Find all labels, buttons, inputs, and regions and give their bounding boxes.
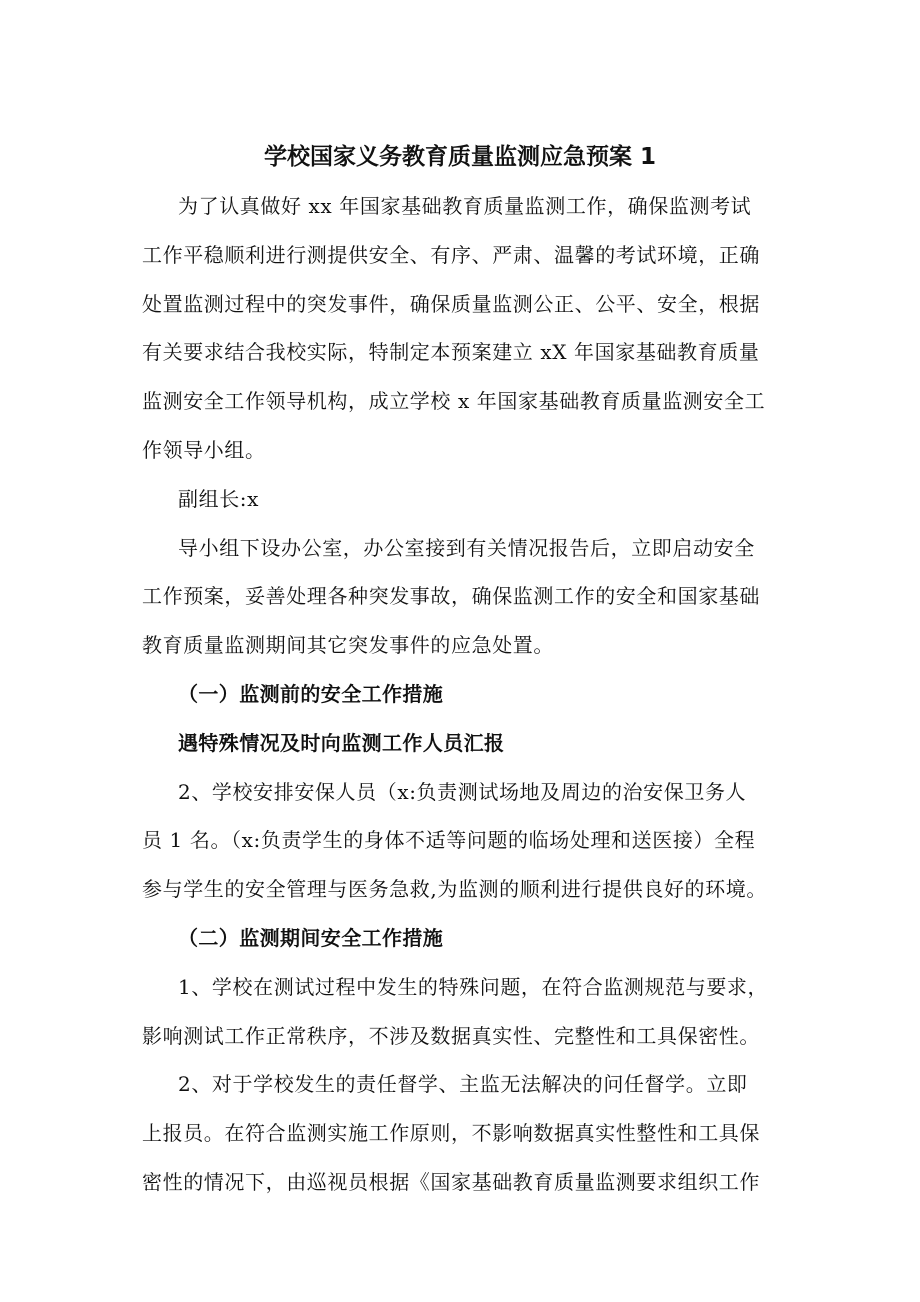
body-line: 上报员。在符合监测实施工作原则，不影响数据真实性整性和工具保 xyxy=(142,1121,760,1146)
body-line: 2、对于学校发生的责任督学、主监无法解决的问任督学。立即 xyxy=(178,1072,748,1097)
body-line: 2、学校安排安保人员（x:负责测试场地及周边的治安保卫务人 xyxy=(178,779,747,804)
section-heading: 遇特殊情况及时向监测工作人员汇报 xyxy=(178,730,505,755)
body-line: 影响测试工作正常秩序，不涉及数据真实性、完整性和工具保密性。 xyxy=(142,1023,760,1048)
body-line: 导小组下设办公室，办公室接到有关情况报告后，立即启动安全 xyxy=(178,535,755,560)
body-line: 员 1 名。（x:负责学生的身体不适等问题的临场处理和送医接）全程 xyxy=(142,828,756,853)
body-line: 密性的情况下，由巡视员根据《国家基础教育质量监测要求组织工作 xyxy=(142,1169,760,1194)
body-line: 工作预案，妥善处理各种突发事故，确保监测工作的安全和国家基础 xyxy=(142,584,760,609)
body-line: 1、学校在测试过程中发生的特殊问题，在符合监测规范与要求， xyxy=(178,974,769,999)
body-line: 作领导小组。 xyxy=(142,437,266,462)
document-title: 学校国家义务教育质量监测应急预案 1 xyxy=(263,144,656,170)
body-line: 有关要求结合我校实际，特制定本预案建立 xX 年国家基础教育质量 xyxy=(142,340,760,365)
body-line: 处置监测过程中的突发事件，确保质量监测公正、公平、安全，根据 xyxy=(142,291,760,316)
body-line: 为了认真做好 xx 年国家基础教育质量监测工作，确保监测考试 xyxy=(178,194,752,218)
section-heading: （一）监测前的安全工作措施 xyxy=(178,681,444,706)
body-line: 教育质量监测期间其它突发事件的应急处置。 xyxy=(142,633,554,658)
document-body xyxy=(142,189,782,1214)
section-heading: （二）监测期间安全工作措施 xyxy=(178,925,444,950)
body-line: 监测安全工作领导机构，成立学校 x 年国家基础教育质量监测安全工 xyxy=(142,389,766,414)
body-line: 参与学生的安全管理与医务急救,为监测的顺利进行提供良好的环境。 xyxy=(142,877,767,902)
body-line: 工作平稳顺利进行测提供安全、有序、严肃、温馨的考试环境，正确 xyxy=(142,242,760,267)
body-line: 副组长:x xyxy=(178,486,260,511)
